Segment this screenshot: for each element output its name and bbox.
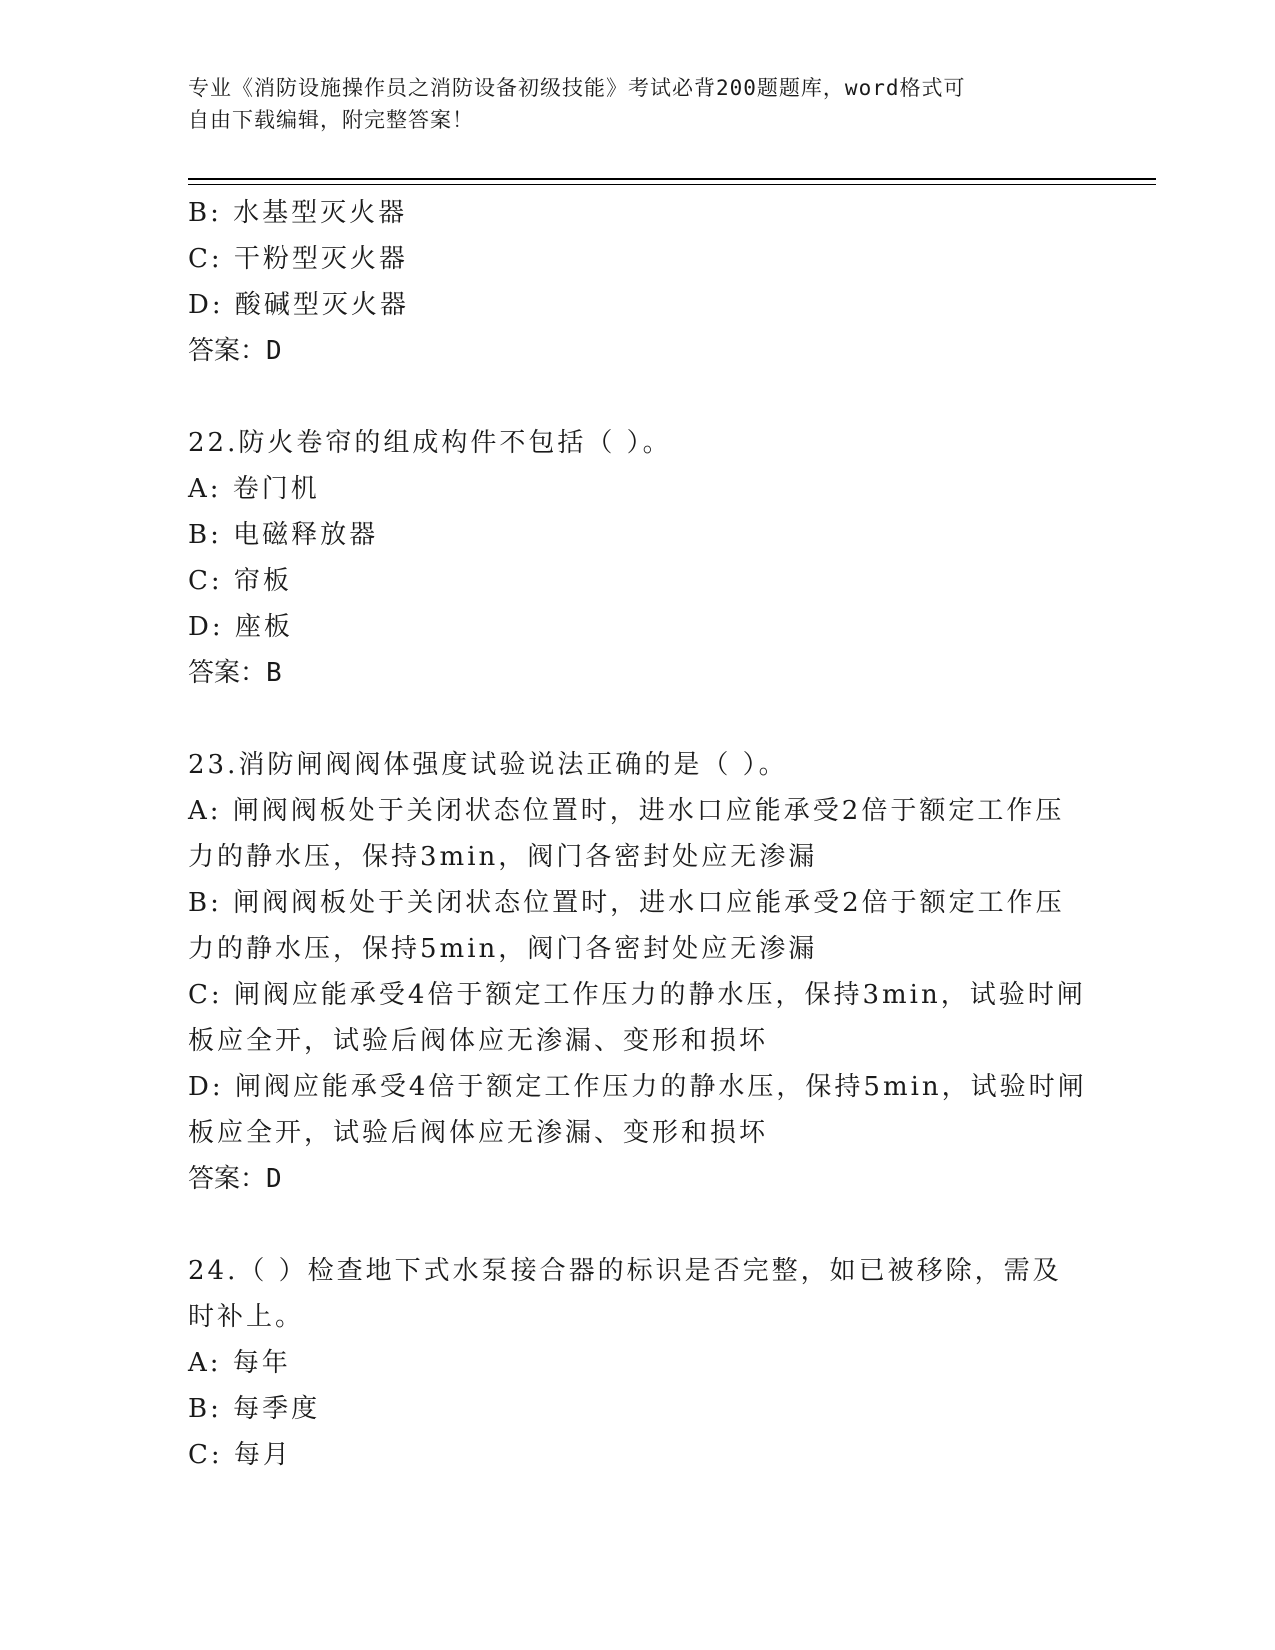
spacer	[188, 696, 1088, 742]
option-b-line-1: B: 闸阀阀板处于关闭状态位置时，进水口应能承受2倍于额定工作压	[188, 888, 1065, 918]
option-b: B: 电磁释放器	[188, 520, 379, 550]
spacer	[188, 1202, 1088, 1248]
option-b: B: 每季度	[188, 1394, 321, 1424]
option-b: B: 水基型灭火器	[188, 198, 408, 228]
option-a-line-1: A: 闸阀阀板处于关闭状态位置时，进水口应能承受2倍于额定工作压	[188, 796, 1065, 826]
option-d: D: 酸碱型灭火器	[188, 290, 409, 320]
question-list	[188, 190, 1088, 1478]
option-c: C: 每月	[188, 1440, 292, 1470]
question-24	[188, 1248, 1088, 1478]
header-divider-thin	[188, 184, 1156, 185]
answer-line: 答案：D	[188, 336, 282, 366]
answer-line: 答案：B	[188, 658, 282, 688]
answer-line: 答案：D	[188, 1164, 282, 1194]
option-a-line-2: 力的静水压，保持3min，阀门各密封处应无渗漏	[188, 842, 818, 872]
question-stem: 23.消防闸阀阀体强度试验说法正确的是（ ）。	[188, 750, 788, 780]
question-stem-line-1: 24.（ ）检查地下式水泵接合器的标识是否完整，如已被移除，需及	[188, 1256, 1062, 1286]
option-c: C: 帘板	[188, 566, 292, 596]
option-c: C: 干粉型灭火器	[188, 244, 408, 274]
option-a: A: 每年	[188, 1348, 291, 1378]
question-21-tail	[188, 190, 1088, 374]
spacer	[188, 374, 1088, 420]
option-d: D: 座板	[188, 612, 293, 642]
header-divider-thick	[188, 178, 1156, 180]
header-line-2: 自由下载编辑，附完整答案！	[188, 108, 474, 132]
option-a: A: 卷门机	[188, 474, 320, 504]
option-c-line-2: 板应全开，试验后阀体应无渗漏、变形和损坏	[188, 1026, 769, 1056]
header-line-1: 专业《消防设施操作员之消防设备初级技能》考试必背200题题库，word格式可	[188, 76, 966, 100]
option-b-line-2: 力的静水压，保持5min，阀门各密封处应无渗漏	[188, 934, 818, 964]
document-header	[188, 72, 1068, 136]
question-22	[188, 420, 1088, 696]
option-d-line-2: 板应全开，试验后阀体应无渗漏、变形和损坏	[188, 1118, 769, 1148]
question-stem-line-2: 时补上。	[188, 1302, 305, 1332]
question-stem: 22.防火卷帘的组成构件不包括（ ）。	[188, 428, 672, 458]
question-23	[188, 742, 1088, 1202]
option-c-line-1: C: 闸阀应能承受4倍于额定工作压力的静水压，保持3min，试验时闸	[188, 980, 1086, 1010]
option-d-line-1: D: 闸阀应能承受4倍于额定工作压力的静水压，保持5min，试验时闸	[188, 1072, 1087, 1102]
